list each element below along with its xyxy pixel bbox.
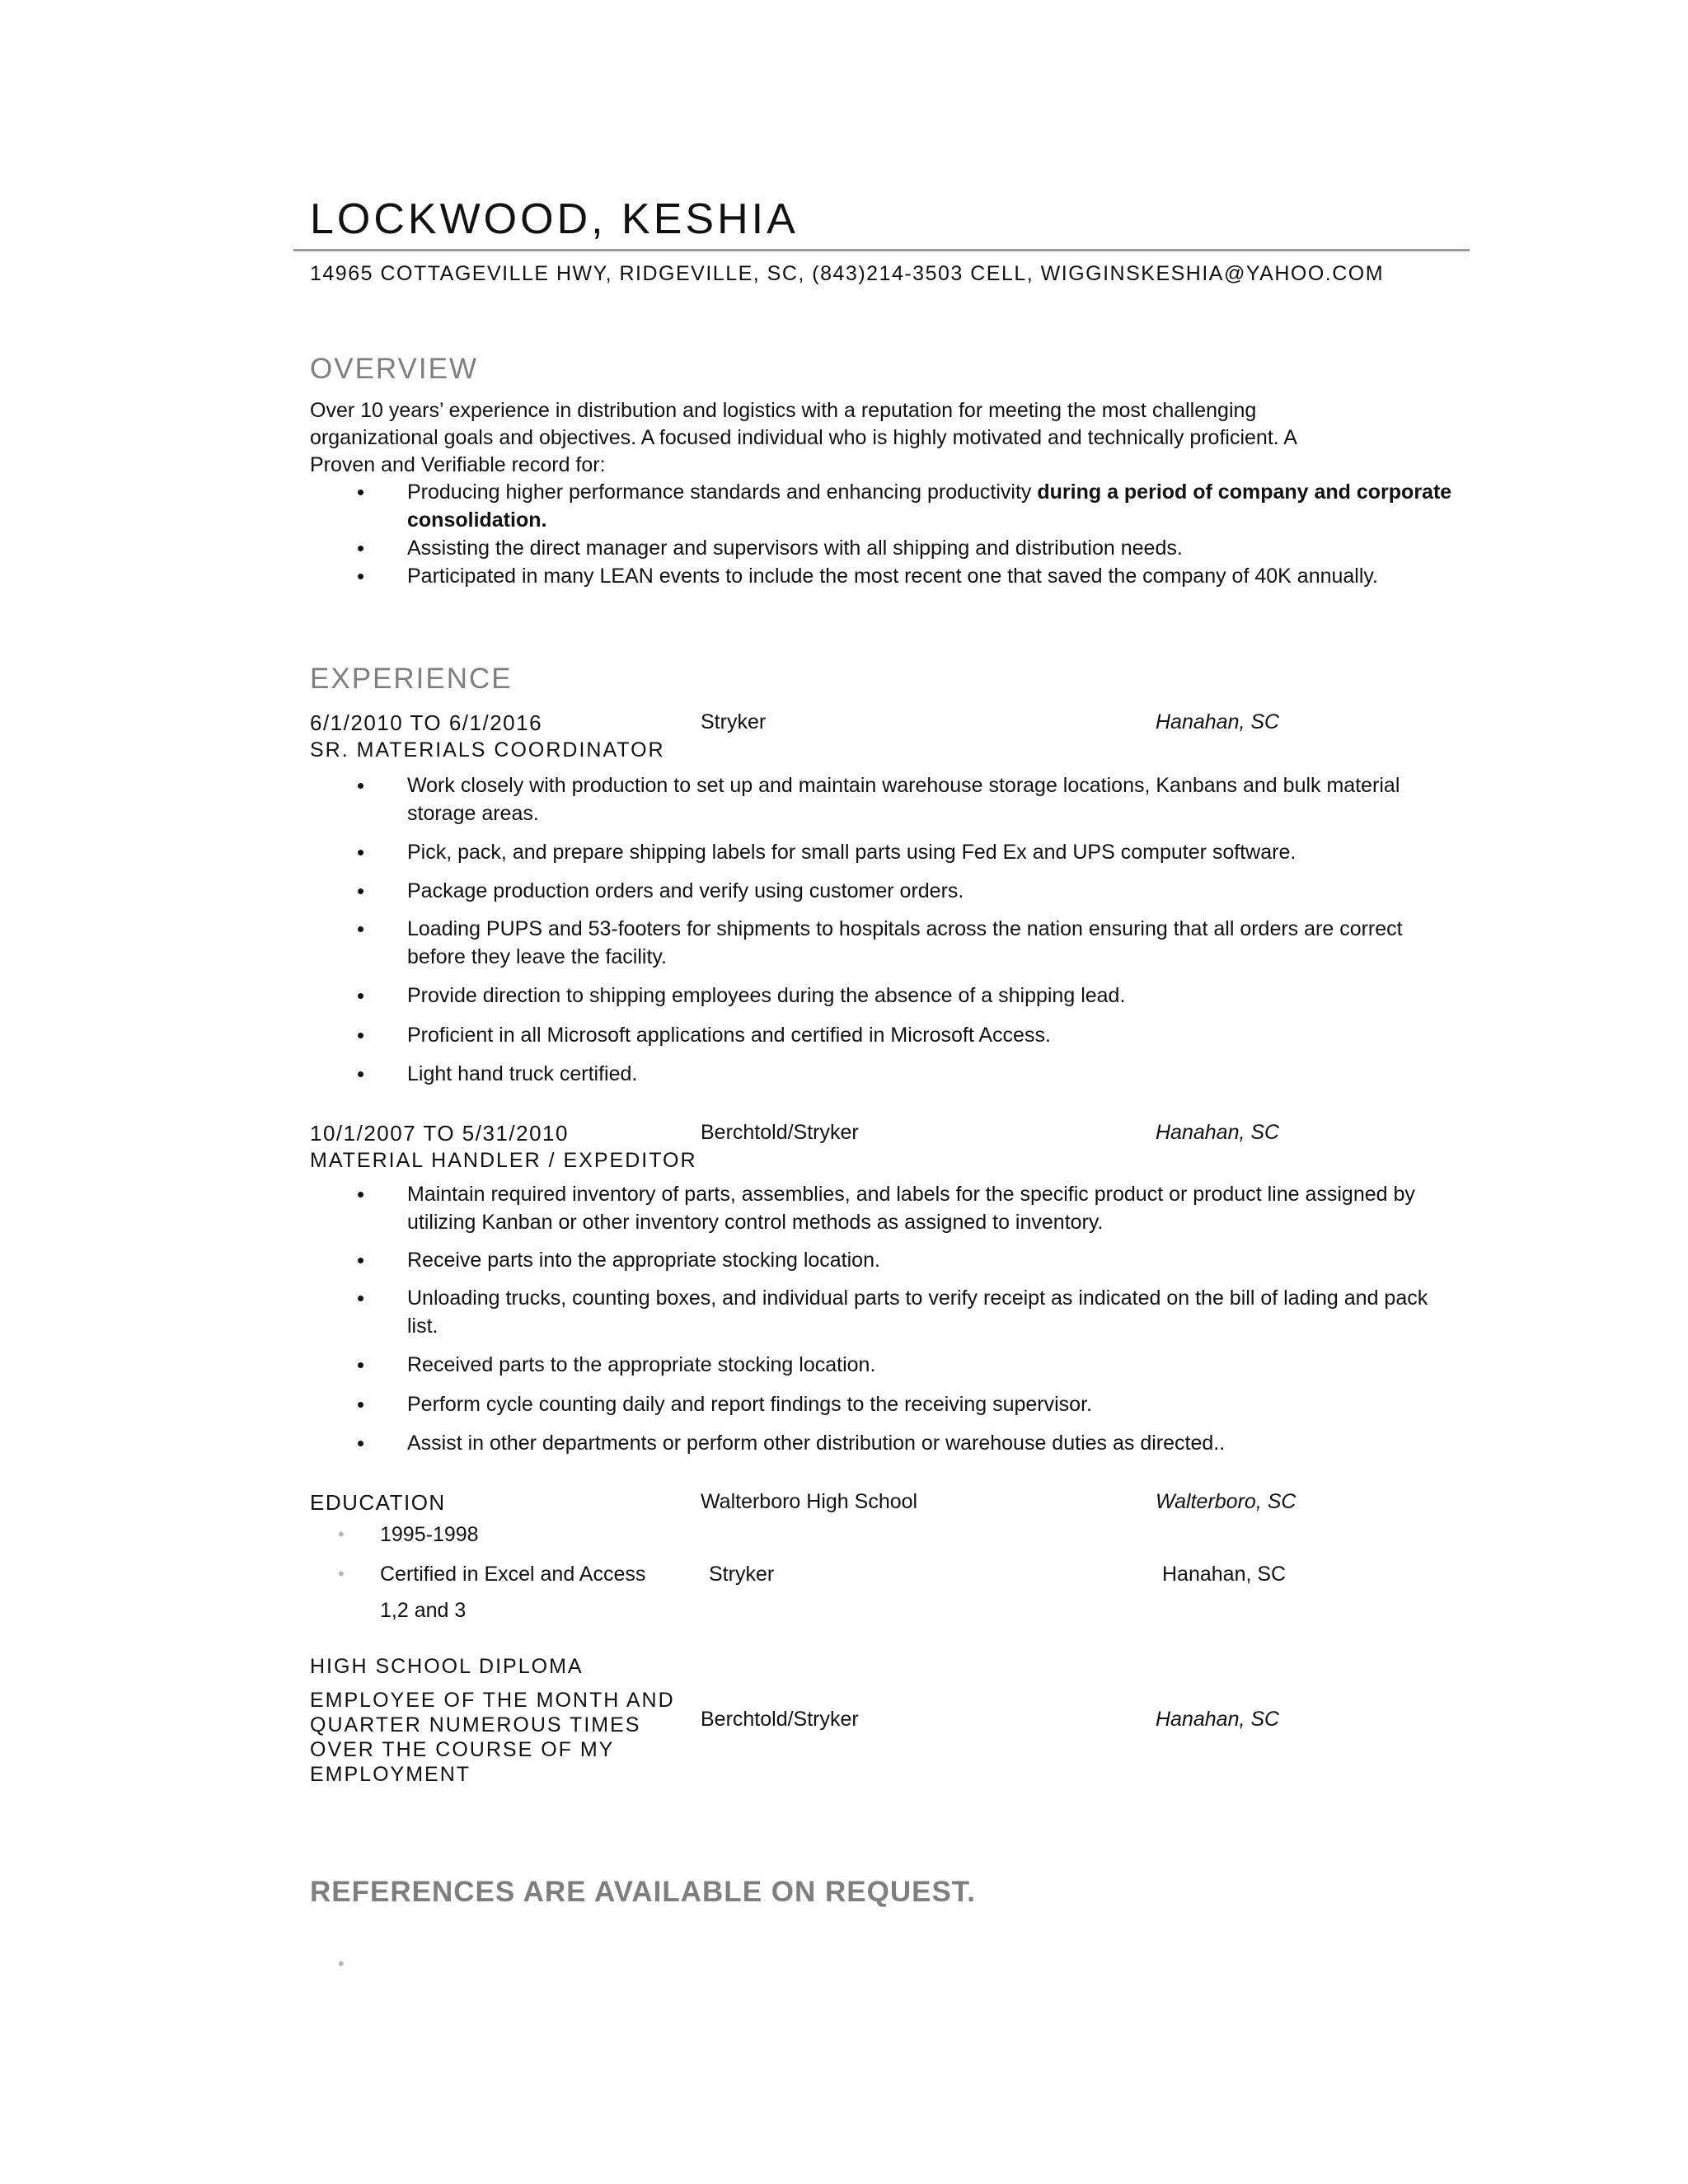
job-company: Berchtold/Stryker <box>701 1121 859 1144</box>
list-item: • Perform cycle counting daily and report findings to the receiving supervisor. <box>310 1390 1464 1418</box>
education-years: 1995-1998 <box>380 1523 479 1546</box>
list-item: • Participated in many LEAN events to include the most recent one that saved the company of 40K annually. <box>310 562 1480 590</box>
job-bullets <box>310 1180 1464 1457</box>
job-location: Hanahan, SC <box>1156 710 1280 733</box>
list-item: • Received parts to the appropriate stocking location. <box>310 1351 1464 1379</box>
cert-location: Hanahan, SC <box>1162 1563 1287 1586</box>
job-title: MATERIAL HANDLER / EXPEDITOR <box>310 1149 697 1172</box>
list-item: • Work closely with production to set up and maintain warehouse storage locations, Kanbans and bulk material storage areas. <box>310 771 1464 827</box>
header-divider <box>293 249 1470 251</box>
list-item: • Maintain required inventory of parts, assemblies, and labels for the specific product or product line assigned by utilizing Kanban or other inventory control methods as assigned to inventory. <box>310 1180 1464 1236</box>
school-name: Walterboro High School <box>701 1490 918 1513</box>
bullet-icon: • <box>338 1563 345 1584</box>
diploma: HIGH SCHOOL DIPLOMA <box>310 1655 584 1678</box>
award <box>310 1688 675 1787</box>
overview-line: Proven and Verifiable record for: <box>310 453 606 476</box>
list-item: • Proficient in all Microsoft applications and certified in Microsoft Access. <box>310 1021 1464 1049</box>
award-location: Hanahan, SC <box>1156 1708 1280 1731</box>
job-location: Hanahan, SC <box>1156 1121 1280 1144</box>
list-item: • Assist in other departments or perform other distribution or warehouse duties as directed.. <box>310 1429 1464 1457</box>
list-item: • Package production orders and verify using customer orders. <box>310 877 1464 905</box>
job-row <box>310 710 1464 740</box>
bullet-icon: • <box>338 1524 345 1544</box>
cert-org: Stryker <box>709 1563 775 1586</box>
job-company: Stryker <box>701 710 767 733</box>
school-location: Walterboro, SC <box>1156 1490 1296 1513</box>
bullet-icon: • <box>338 1953 345 1974</box>
experience-heading: EXPERIENCE <box>310 663 513 695</box>
award-line: OVER THE COURSE OF MY <box>310 1738 615 1761</box>
education-heading: EDUCATION <box>310 1490 446 1515</box>
education-row <box>310 1490 1464 1520</box>
job-dates: 6/1/2010 TO 6/1/2016 <box>310 710 543 735</box>
list-item: • Producing higher performance standards and enhancing productivity during a period of company and corporate consolidation. <box>310 478 1480 534</box>
list-item: • Unloading trucks, counting boxes, and individual parts to verify receipt as indicated on the bill of lading and pack list. <box>310 1284 1464 1340</box>
overview-line: organizational goals and objectives. A focused individual who is highly motivated and technically proficient. A <box>310 426 1297 449</box>
award-line: QUARTER NUMEROUS TIMES <box>310 1713 641 1736</box>
list-item: • Pick, pack, and prepare shipping labels for small parts using Fed Ex and UPS computer software. <box>310 838 1464 866</box>
contact-line: 14965 COTTAGEVILLE HWY, RIDGEVILLE, SC, (843)214-3503 CELL, WIGGINSKESHIA@YAHOO.COM <box>310 262 1385 285</box>
list-item: • Light hand truck certified. <box>310 1060 1464 1088</box>
list-item: • Loading PUPS and 53-footers for shipments to hospitals across the nation ensuring that all orders are correct before they leave the facility. <box>310 915 1464 971</box>
overview-heading: OVERVIEW <box>310 353 479 385</box>
job-dates: 10/1/2007 TO 5/31/2010 <box>310 1121 569 1146</box>
resume-name: LOCKWOOD, KESHIA <box>310 195 799 243</box>
job-title: SR. MATERIALS COORDINATOR <box>310 738 665 762</box>
list-item: • Assisting the direct manager and supervisors with all shipping and distribution needs. <box>310 534 1480 562</box>
list-item: • Receive parts into the appropriate stocking location. <box>310 1246 1464 1274</box>
cert-name-continued: 1,2 and 3 <box>380 1599 467 1622</box>
overview-line: Over 10 years’ experience in distribution and logistics with a reputation for meeting the most challenging <box>310 399 1257 422</box>
job-bullets <box>310 771 1464 1088</box>
award-line: EMPLOYEE OF THE MONTH AND <box>310 1689 675 1712</box>
award-line: EMPLOYMENT <box>310 1763 471 1786</box>
award-row <box>310 1708 1464 1737</box>
award-org: Berchtold/Stryker <box>701 1708 859 1731</box>
list-item: • Provide direction to shipping employees during the absence of a shipping lead. <box>310 982 1464 1010</box>
cert-name: Certified in Excel and Access <box>380 1563 646 1586</box>
overview-paragraph <box>310 397 1447 479</box>
job-row <box>310 1121 1464 1151</box>
overview-bullets <box>310 478 1480 590</box>
references-note: REFERENCES ARE AVAILABLE ON REQUEST. <box>310 1876 977 1908</box>
